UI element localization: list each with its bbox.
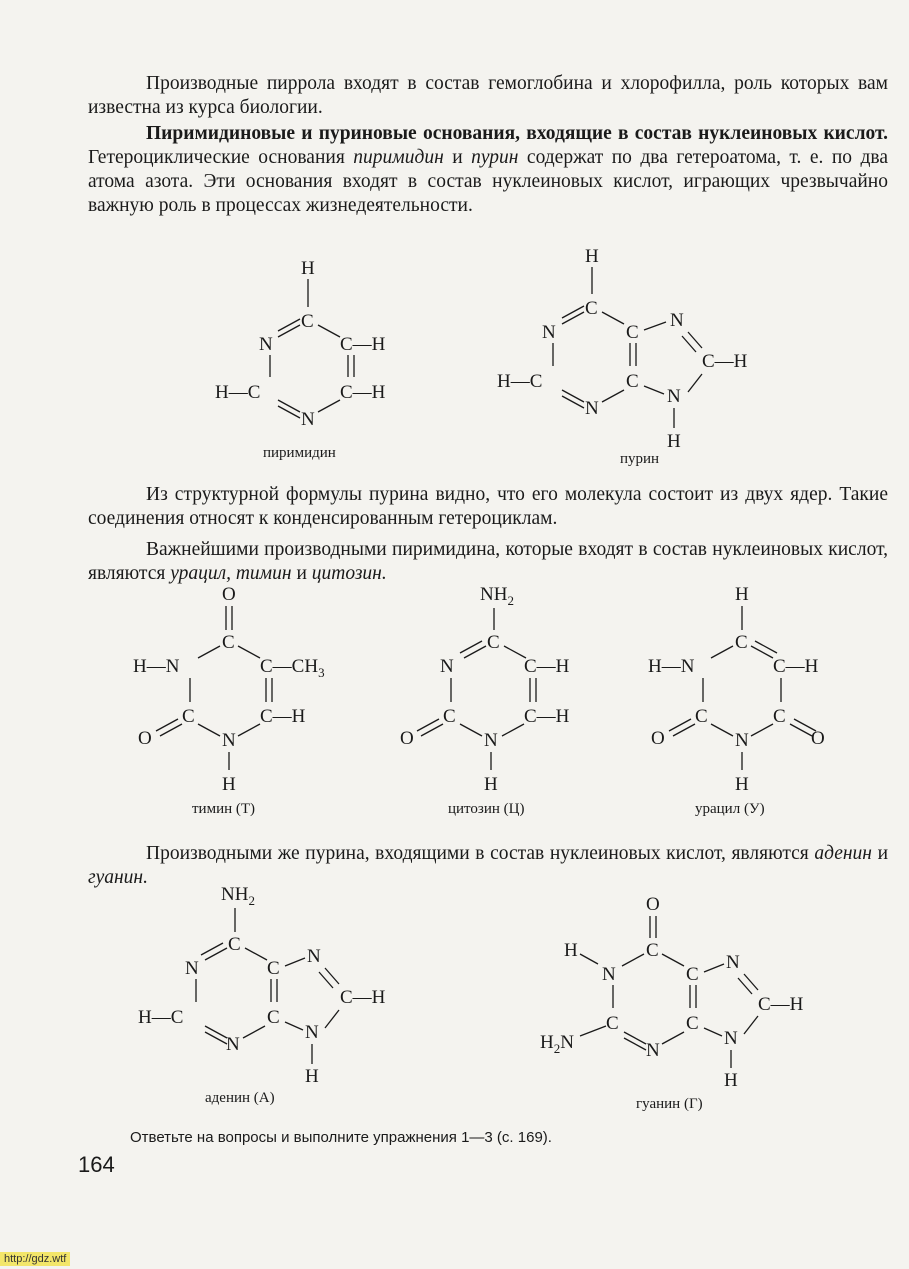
atom-label: C bbox=[686, 964, 699, 985]
atom-label: H bbox=[484, 774, 498, 795]
purine-structure bbox=[492, 242, 782, 472]
atom-label: O bbox=[400, 728, 414, 749]
atom-label: C bbox=[626, 322, 639, 343]
guanine-structure bbox=[540, 890, 840, 1130]
atom-label: $C—CH_3$ bbox=[260, 656, 325, 680]
atom-label: C—H bbox=[260, 706, 306, 727]
atom-label: C—H bbox=[524, 706, 570, 727]
atom-label: O bbox=[811, 728, 825, 749]
atom-label: H—C bbox=[138, 1007, 184, 1028]
pyrimidine-structure bbox=[200, 255, 420, 465]
pyrimidine-caption: пиримидин bbox=[263, 445, 336, 461]
atom-label: N bbox=[185, 958, 199, 979]
atom-label: H bbox=[585, 246, 599, 267]
atom-label: $H_2N$ bbox=[540, 1032, 574, 1056]
atom-label: H bbox=[301, 258, 315, 279]
section-heading: Пиримидиновые и пуриновые основания, входящие в состав нуклеиновых кислот. bbox=[146, 123, 888, 144]
cytosine-structure bbox=[398, 580, 628, 820]
atom-label: C bbox=[773, 706, 786, 727]
atom-label: C bbox=[695, 706, 708, 727]
atom-label: H bbox=[735, 774, 749, 795]
atom-label: N bbox=[226, 1034, 240, 1055]
atom-label: N bbox=[542, 322, 556, 343]
atom-label: C bbox=[585, 298, 598, 319]
atom-label: N bbox=[259, 334, 273, 355]
adenine-structure bbox=[135, 880, 425, 1120]
atom-label: $NH_2$ bbox=[480, 584, 514, 608]
atom-label: N bbox=[724, 1028, 738, 1049]
atom-label: C bbox=[301, 311, 314, 332]
atom-label: C bbox=[646, 940, 659, 961]
atom-label: N bbox=[602, 964, 616, 985]
atom-label: C—H bbox=[702, 351, 748, 372]
atom-label: C—H bbox=[340, 987, 386, 1008]
atom-label: C—H bbox=[340, 382, 386, 403]
atom-label: C—H bbox=[773, 656, 819, 677]
atom-label: N bbox=[585, 398, 599, 419]
paragraph-purine-structure: Из структурной формулы пурина видно, что его молекула состоит из двух ядер. Такие соединения относят к конденсированным гетероциклам. bbox=[88, 484, 888, 529]
paragraph-pyrrole: Производные пиррола входят в состав гемоглобина и хлорофилла, роль которых вам известна из курса биологии. bbox=[88, 73, 888, 118]
atom-label: O bbox=[222, 584, 236, 605]
paragraph-bases: Пиримидиновые и пуриновые основания, входящие в состав нуклеиновых кислот. Гетероциклические основания пиримидин и пурин содержат по два гетероатома, т. е. по два атома азота. Эти основания входят в состав нуклеиновых кислот, играющих чрезвычайно важную роль в процессах жизнедеятельности. bbox=[88, 123, 888, 216]
atom-label: H—N bbox=[648, 656, 695, 677]
atom-label: H bbox=[222, 774, 236, 795]
atom-label: N bbox=[484, 730, 498, 751]
atom-label: H—N bbox=[133, 656, 180, 677]
atom-label: N bbox=[307, 946, 321, 967]
atom-label: C bbox=[735, 632, 748, 653]
atom-label: N bbox=[222, 730, 236, 751]
page-number: 164 bbox=[78, 1152, 115, 1177]
uracil-caption: урацил (У) bbox=[695, 801, 765, 817]
atom-label: N bbox=[440, 656, 454, 677]
atom-label: C bbox=[626, 371, 639, 392]
atom-label: H bbox=[724, 1070, 738, 1091]
atom-label: H bbox=[564, 940, 578, 961]
thymine-caption: тимин (Т) bbox=[192, 801, 256, 817]
atom-label: O bbox=[138, 728, 152, 749]
exercise-note: Ответьте на вопросы и выполните упражнения 1—3 (с. 169). bbox=[130, 1129, 552, 1146]
watermark-link[interactable]: http://gdz.wtf bbox=[0, 1252, 70, 1266]
atom-label: C—H bbox=[340, 334, 386, 355]
purine-caption: пурин bbox=[620, 451, 660, 467]
atom-label: O bbox=[646, 894, 660, 915]
atom-label: C bbox=[606, 1013, 619, 1034]
atom-label: H bbox=[735, 584, 749, 605]
adenine-caption: аденин (А) bbox=[205, 1090, 275, 1106]
atom-label: H bbox=[305, 1066, 319, 1087]
atom-label: C bbox=[487, 632, 500, 653]
atom-label: H—C bbox=[215, 382, 261, 403]
atom-label: N bbox=[726, 952, 740, 973]
atom-label: N bbox=[670, 310, 684, 331]
atom-label: C bbox=[222, 632, 235, 653]
uracil-structure bbox=[645, 580, 875, 820]
guanine-caption: гуанин (Г) bbox=[636, 1096, 703, 1112]
atom-label: C bbox=[182, 706, 195, 727]
atom-label: N bbox=[301, 409, 315, 430]
atom-label: C bbox=[267, 958, 280, 979]
paragraph-pyrimidine-derivatives: Важнейшими производными пиримидина, которые входят в состав нуклеиновых кислот, являются урацил, тимин и цитозин. bbox=[88, 539, 888, 584]
cytosine-caption: цитозин (Ц) bbox=[448, 801, 525, 817]
atom-label: N bbox=[305, 1022, 319, 1043]
atom-label: C bbox=[267, 1007, 280, 1028]
atom-label: C bbox=[443, 706, 456, 727]
atom-label: C—H bbox=[758, 994, 804, 1015]
atom-label: C bbox=[228, 934, 241, 955]
atom-label: C—H bbox=[524, 656, 570, 677]
atom-label: N bbox=[735, 730, 749, 751]
atom-label: N bbox=[646, 1040, 660, 1061]
atom-label: C bbox=[686, 1013, 699, 1034]
thymine-structure bbox=[130, 580, 360, 820]
atom-label: H—C bbox=[497, 371, 543, 392]
atom-label: $NH_2$ bbox=[221, 884, 255, 908]
atom-label: H bbox=[667, 431, 681, 452]
atom-label: N bbox=[667, 386, 681, 407]
atom-label: O bbox=[651, 728, 665, 749]
paragraph-purine-derivatives: Производными же пурина, входящими в состав нуклеиновых кислот, являются аденин и гуанин. bbox=[88, 843, 889, 888]
